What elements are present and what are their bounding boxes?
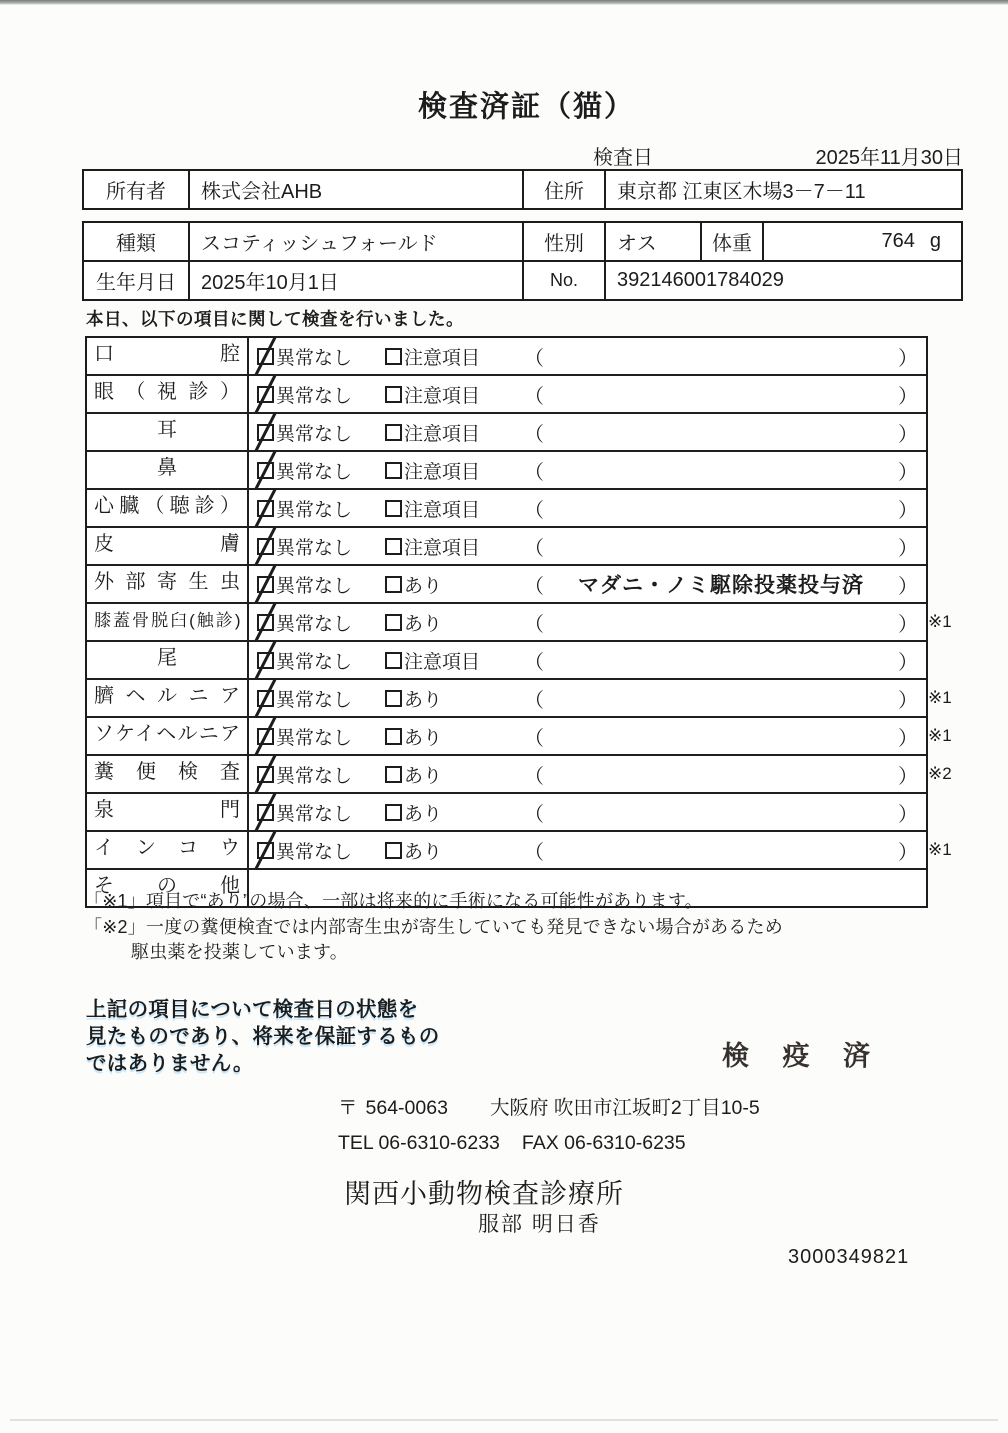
owner-row	[84, 171, 961, 208]
no-abnormality-checkbox	[257, 348, 274, 365]
present-checkbox	[385, 766, 402, 783]
weight-value-cell	[762, 223, 961, 260]
exam-item-label: 心臓（聴診）	[87, 490, 249, 526]
table-row-inguinal-hernia: ソケイヘルニア 異常なし あり （ ） ※1	[87, 716, 926, 754]
clinic-address: 大阪府 吹田市江坂町2丁目10-5	[489, 1097, 760, 1119]
present-checkbox	[385, 614, 402, 631]
no-abnormality-checkbox	[257, 576, 274, 593]
parasite-treatment-remark: マダニ・ノミ駆除投薬投与済	[578, 574, 864, 597]
table-row-nose: 鼻 異常なし 注意項目 （ ）	[87, 450, 926, 488]
no-abnormality-checkbox	[257, 386, 274, 403]
exam-item-label: 口腔	[87, 338, 249, 374]
exam-item-label: その他	[87, 870, 249, 906]
footnote-2-line1: 「※2」一度の糞便検査では内部寄生虫が寄生していても発見できない場合があるため	[84, 916, 783, 937]
no-abnormality-checkbox	[257, 690, 274, 707]
footnote-2-line2: 駆虫薬を投薬しています。	[131, 942, 348, 962]
no-abnormality-checkbox	[257, 462, 274, 479]
number-value: 392146001784029	[604, 262, 961, 299]
exam-item-label: 臍ヘルニア	[87, 680, 249, 716]
present-checkbox	[385, 690, 402, 707]
row-note	[928, 376, 968, 412]
table-row-patella: 膝蓋骨脱臼(触診) 異常なし あり （ ） ※1	[87, 602, 926, 640]
table-row-umbilical-hernia: 臍ヘルニア 異常なし あり （ ） ※1	[87, 678, 926, 716]
present-checkbox	[385, 576, 402, 593]
owner-value: 株式会社AHB	[188, 171, 522, 208]
clinic-fax: FAX 06-6310-6235	[521, 1132, 686, 1154]
document-title: 検査済証（猫）	[418, 91, 636, 123]
footnotes	[84, 889, 783, 966]
present-checkbox	[385, 842, 402, 859]
caution-checkbox	[385, 462, 402, 479]
clinic-tel: TEL 06-6310-6233	[338, 1132, 500, 1154]
exam-item-label: ソケイヘルニア	[87, 718, 249, 754]
breed-value: スコティッシュフォールド	[188, 223, 522, 260]
caution-checkbox	[385, 538, 402, 555]
no-abnormality-checkbox	[257, 652, 274, 669]
caution-checkbox	[385, 500, 402, 517]
exam-item-label: 尾	[87, 642, 249, 678]
disclaimer-statement: 上記の項目について検査日の状態を 見たものであり、将来を保証するもの ではありません。	[86, 998, 440, 1075]
table-row-tail: 尾 異常なし 注意項目 （ ）	[87, 640, 926, 678]
animal-table	[82, 221, 963, 301]
no-abnormality-checkbox	[257, 804, 274, 821]
row-note	[928, 528, 968, 564]
quarantine-stamp: 検 疫 済	[722, 1041, 884, 1071]
breed-label: 種類	[116, 233, 156, 255]
caution-checkbox	[385, 386, 402, 403]
table-row-mouth: 口腔 異常なし 注意項目 （ ）	[87, 338, 926, 374]
table-row-ears: 耳 異常なし 注意項目 （ ）	[87, 412, 926, 450]
address-value: 東京都 江東区木場3－7－11	[604, 171, 961, 208]
table-row-fontanelle: 泉門 異常なし あり （ ）	[87, 792, 926, 830]
examiner-name: 服部 明日香	[478, 1213, 601, 1236]
row-note: ※1	[928, 726, 952, 745]
exam-item-label: 眼（視診）	[87, 376, 249, 412]
no-abnormality-checkbox	[257, 766, 274, 783]
inspection-date-row	[593, 141, 963, 170]
no-abnormality-checkbox	[257, 538, 274, 555]
table-row-fecal-exam: 糞便検査 異常なし あり （ ） ※2	[87, 754, 926, 792]
clinic-tel-line	[338, 1132, 686, 1155]
exam-item-label: 耳	[87, 414, 249, 450]
weight-label: 体重	[700, 223, 762, 260]
present-checkbox	[385, 804, 402, 821]
postal-mark-icon: 〒	[338, 1097, 358, 1119]
table-row-external-parasites: 外部寄生虫 異常なし あり （ マダニ・ノミ駆除投薬投与済 ）	[87, 564, 926, 602]
inspection-date-value: 2025年11月30日	[815, 147, 963, 169]
sex-label: 性別	[522, 223, 604, 260]
present-checkbox	[385, 728, 402, 745]
birth-label: 生年月日	[96, 272, 176, 294]
exam-item-label: 外部寄生虫	[87, 566, 249, 602]
scan-edge-artifact	[0, 0, 1008, 5]
exam-item-label: インコウ	[87, 832, 249, 868]
footnote-1: 「※1」項目で“あり”の場合、一部は将来的に手術になる可能性があります。	[84, 891, 703, 911]
number-label: No.	[522, 262, 604, 299]
owner-label: 所有者	[106, 181, 166, 203]
exam-item-label: 鼻	[87, 452, 249, 488]
no-abnormality-checkbox	[257, 424, 274, 441]
postal-code: 564-0063	[365, 1097, 448, 1119]
row-note	[928, 452, 968, 488]
clinic-postal-line	[338, 1092, 760, 1120]
row-note	[928, 566, 968, 602]
birth-row	[84, 260, 961, 299]
caution-checkbox	[385, 424, 402, 441]
row-note: ※1	[928, 840, 952, 859]
clinic-name: 関西小動物検査診療所	[344, 1179, 624, 1209]
no-abnormality-checkbox	[257, 842, 274, 859]
exam-item-label: 糞便検査	[87, 756, 249, 792]
weight-unit: g	[929, 230, 941, 252]
no-abnormality-checkbox	[257, 500, 274, 517]
intro-text: 本日、以下の項目に関して検査を行いました。	[86, 309, 464, 329]
weight-value: 764	[881, 230, 915, 252]
scan-edge-artifact-bottom	[10, 1419, 998, 1421]
no-abnormality-checkbox	[257, 614, 274, 631]
owner-table	[82, 169, 963, 210]
row-note	[928, 338, 968, 374]
birth-value: 2025年10月1日	[188, 262, 522, 299]
row-note: ※2	[928, 764, 952, 783]
breed-row	[84, 223, 961, 260]
exam-table	[85, 336, 952, 908]
row-note	[928, 642, 968, 678]
row-note: ※1	[928, 688, 952, 707]
document-number: 3000349821	[788, 1246, 910, 1268]
sex-value: オス	[604, 223, 700, 260]
inspection-date-label: 検査日	[593, 147, 653, 169]
caution-checkbox	[385, 652, 402, 669]
table-row-skin: 皮膚 異常なし 注意項目 （ ）	[87, 526, 926, 564]
no-abnormality-checkbox	[257, 728, 274, 745]
row-note	[928, 414, 968, 450]
caution-checkbox	[385, 348, 402, 365]
exam-item-label: 皮膚	[87, 528, 249, 564]
row-note	[928, 490, 968, 526]
row-note: ※1	[928, 612, 952, 631]
address-label: 住所	[522, 171, 604, 208]
table-row-eyes: 眼（視診） 異常なし 注意項目 （ ）	[87, 374, 926, 412]
table-row-heart: 心臓（聴診） 異常なし 注意項目 （ ）	[87, 488, 926, 526]
exam-item-label: 膝蓋骨脱臼(触診)	[87, 604, 249, 640]
exam-item-label: 泉門	[87, 794, 249, 830]
row-note	[928, 794, 968, 830]
table-row-cryptorchidism: インコウ 異常なし あり （ ） ※1	[87, 830, 926, 868]
